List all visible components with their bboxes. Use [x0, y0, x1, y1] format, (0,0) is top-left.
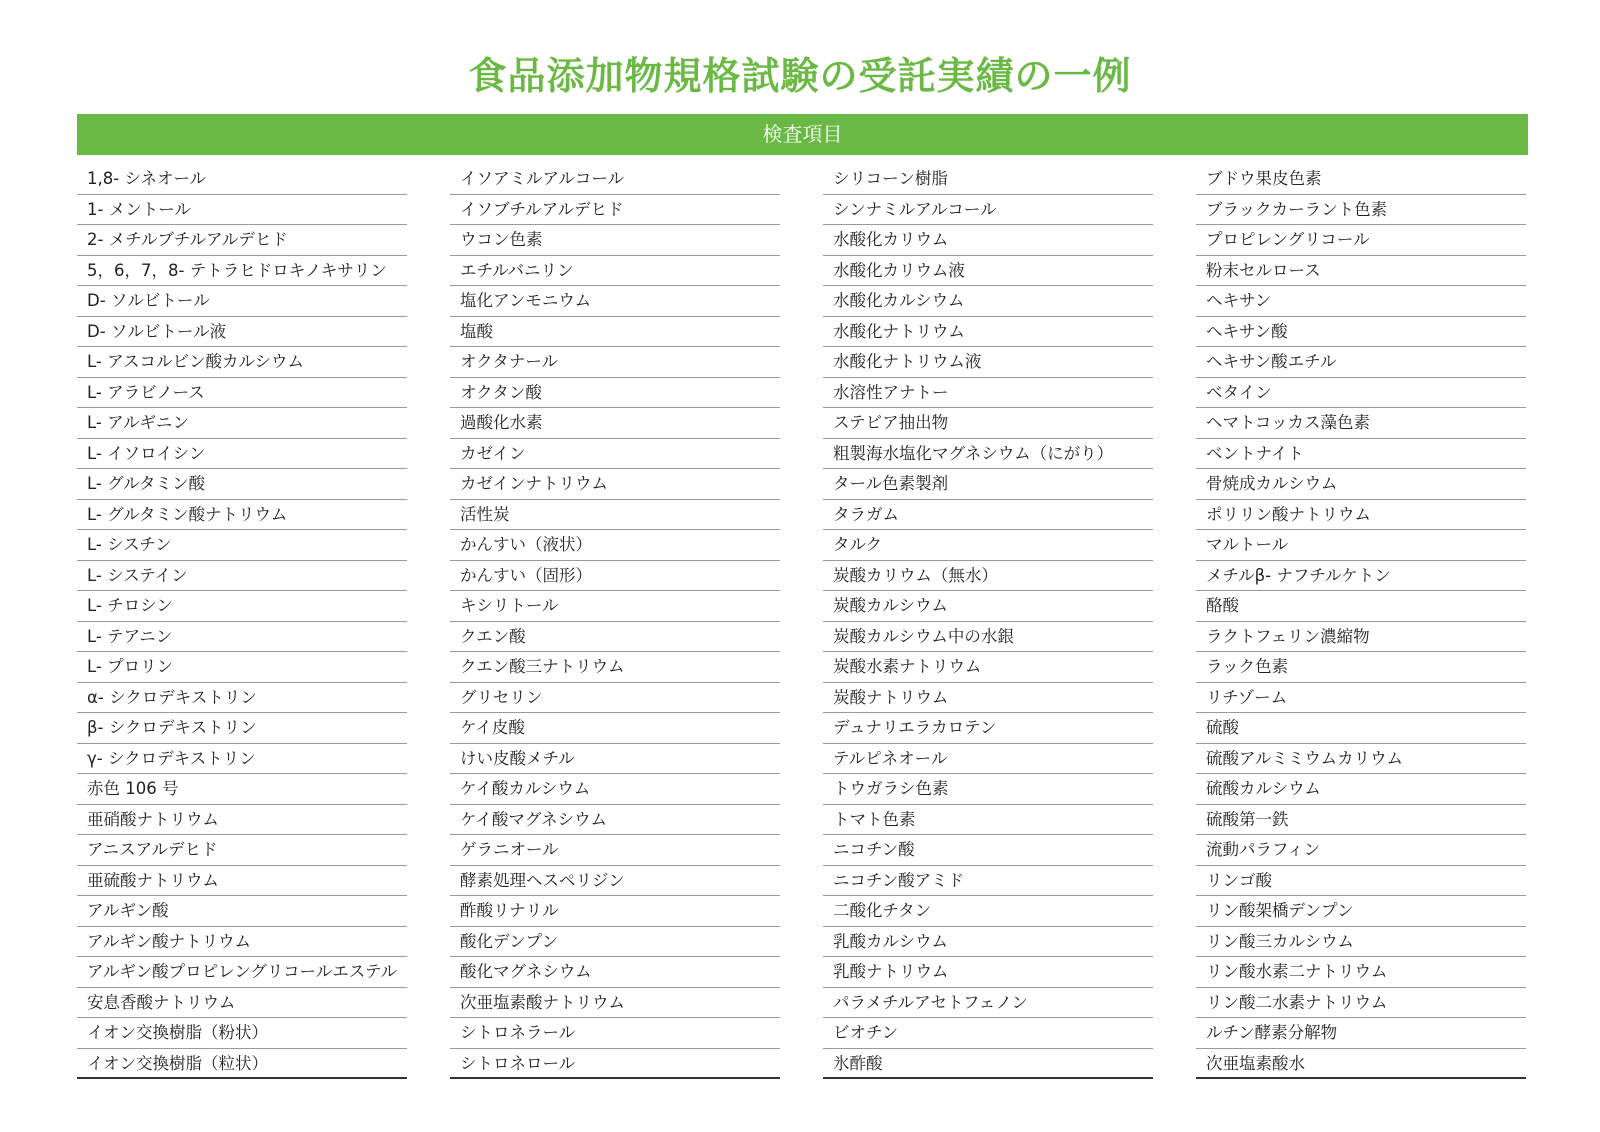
- list-item: リン酸架橋デンプン: [1196, 896, 1526, 927]
- list-item: アルギン酸ナトリウム: [77, 927, 407, 958]
- list-item: ブドウ果皮色素: [1196, 164, 1526, 195]
- list-item: かんすい（液状）: [450, 530, 780, 561]
- list-item: マルトール: [1196, 530, 1526, 561]
- list-item: ラック色素: [1196, 652, 1526, 683]
- list-item: ルチン酵素分解物: [1196, 1018, 1526, 1049]
- list-item: L- グルタミン酸ナトリウム: [77, 500, 407, 531]
- list-item: 炭酸カルシウム中の水銀: [823, 622, 1153, 653]
- list-item: リンゴ酸: [1196, 866, 1526, 897]
- list-item: イソアミルアルコール: [450, 164, 780, 195]
- list-item: 赤色 106 号: [77, 774, 407, 805]
- list-item: 酸化マグネシウム: [450, 957, 780, 988]
- list-item: 2- メチルブチルアルデヒド: [77, 225, 407, 256]
- list-item: 炭酸カリウム（無水）: [823, 561, 1153, 592]
- list-item: クエン酸三ナトリウム: [450, 652, 780, 683]
- list-item: タール色素製剤: [823, 469, 1153, 500]
- list-item: オクタン酸: [450, 378, 780, 409]
- list-item: β- シクロデキストリン: [77, 713, 407, 744]
- list-item: 氷酢酸: [823, 1049, 1153, 1080]
- list-item: γ- シクロデキストリン: [77, 744, 407, 775]
- list-item: 塩酸: [450, 317, 780, 348]
- list-item: 酵素処理ヘスペリジン: [450, 866, 780, 897]
- list-item: 硫酸第一鉄: [1196, 805, 1526, 836]
- item-column-1: [77, 164, 407, 1079]
- list-item: シンナミルアルコール: [823, 195, 1153, 226]
- list-item: テルピネオール: [823, 744, 1153, 775]
- list-item: ゲラニオール: [450, 835, 780, 866]
- list-item: かんすい（固形）: [450, 561, 780, 592]
- list-item: 粗製海水塩化マグネシウム（にがり）: [823, 439, 1153, 470]
- list-item: L- アスコルビン酸カルシウム: [77, 347, 407, 378]
- list-item: L- テアニン: [77, 622, 407, 653]
- list-item: イオン交換樹脂（粒状）: [77, 1049, 407, 1080]
- list-item: ブラックカーラント色素: [1196, 195, 1526, 226]
- list-item: メチルβ- ナフチルケトン: [1196, 561, 1526, 592]
- list-item: ヘキサン酸エチル: [1196, 347, 1526, 378]
- list-item: 炭酸水素ナトリウム: [823, 652, 1153, 683]
- list-item: 乳酸カルシウム: [823, 927, 1153, 958]
- list-item: 次亜塩素酸ナトリウム: [450, 988, 780, 1019]
- list-item: ニコチン酸: [823, 835, 1153, 866]
- list-item: 安息香酸ナトリウム: [77, 988, 407, 1019]
- list-item: 骨焼成カルシウム: [1196, 469, 1526, 500]
- list-item: アルギン酸プロピレングリコールエステル: [77, 957, 407, 988]
- list-item: タラガム: [823, 500, 1153, 531]
- list-item: 水酸化カリウム: [823, 225, 1153, 256]
- list-item: 流動パラフィン: [1196, 835, 1526, 866]
- list-item: オクタナール: [450, 347, 780, 378]
- list-item: トマト色素: [823, 805, 1153, 836]
- list-item: 水酸化ナトリウム液: [823, 347, 1153, 378]
- list-item: 過酸化水素: [450, 408, 780, 439]
- list-item: L- チロシン: [77, 591, 407, 622]
- list-item: パラメチルアセトフェノン: [823, 988, 1153, 1019]
- list-item: 1- メントール: [77, 195, 407, 226]
- list-item: リチゾーム: [1196, 683, 1526, 714]
- list-item: イオン交換樹脂（粉状）: [77, 1018, 407, 1049]
- list-item: 亜硝酸ナトリウム: [77, 805, 407, 836]
- list-item: 水溶性アナトー: [823, 378, 1153, 409]
- list-item: 炭酸ナトリウム: [823, 683, 1153, 714]
- list-item: 乳酸ナトリウム: [823, 957, 1153, 988]
- list-item: ニコチン酸アミド: [823, 866, 1153, 897]
- list-item: L- イソロイシン: [77, 439, 407, 470]
- list-item: カゼイン: [450, 439, 780, 470]
- list-item: 水酸化カルシウム: [823, 286, 1153, 317]
- table-header-bar: 検査項目: [77, 114, 1528, 155]
- list-item: タルク: [823, 530, 1153, 561]
- list-item: D- ソルビトール液: [77, 317, 407, 348]
- item-column-2: [450, 164, 780, 1079]
- list-item: 次亜塩素酸水: [1196, 1049, 1526, 1080]
- page-title: 食品添加物規格試験の受託実績の一例: [468, 54, 1132, 98]
- list-item: イソブチルアルデヒド: [450, 195, 780, 226]
- list-item: アルギン酸: [77, 896, 407, 927]
- list-item: 水酸化ナトリウム: [823, 317, 1153, 348]
- list-item: 酸化デンプン: [450, 927, 780, 958]
- list-item: L- プロリン: [77, 652, 407, 683]
- list-item: 塩化アンモニウム: [450, 286, 780, 317]
- list-item: シリコーン樹脂: [823, 164, 1153, 195]
- list-item: 硫酸アルミミウムカリウム: [1196, 744, 1526, 775]
- list-item: L- アルギニン: [77, 408, 407, 439]
- list-item: リン酸三カルシウム: [1196, 927, 1526, 958]
- item-column-3: [823, 164, 1153, 1079]
- list-item: L- グルタミン酸: [77, 469, 407, 500]
- list-item: 酪酸: [1196, 591, 1526, 622]
- list-item: 水酸化カリウム液: [823, 256, 1153, 287]
- list-item: 硫酸カルシウム: [1196, 774, 1526, 805]
- list-item: アニスアルデヒド: [77, 835, 407, 866]
- list-item: 酢酸リナリル: [450, 896, 780, 927]
- list-item: シトロネロール: [450, 1049, 780, 1080]
- list-item: エチルバニリン: [450, 256, 780, 287]
- list-item: L- シスチン: [77, 530, 407, 561]
- list-item: リン酸水素二ナトリウム: [1196, 957, 1526, 988]
- list-item: プロピレングリコール: [1196, 225, 1526, 256]
- list-item: リン酸二水素ナトリウム: [1196, 988, 1526, 1019]
- list-item: ヘマトコッカス藻色素: [1196, 408, 1526, 439]
- list-item: 活性炭: [450, 500, 780, 531]
- list-item: ヘキサン酸: [1196, 317, 1526, 348]
- list-item: トウガラシ色素: [823, 774, 1153, 805]
- list-item: 5，6，7，8- テトラヒドロキノキサリン: [77, 256, 407, 287]
- list-item: キシリトール: [450, 591, 780, 622]
- list-item: ステビア抽出物: [823, 408, 1153, 439]
- list-item: ベタイン: [1196, 378, 1526, 409]
- list-item: 亜硫酸ナトリウム: [77, 866, 407, 897]
- list-item: 1,8- シネオール: [77, 164, 407, 195]
- list-item: 二酸化チタン: [823, 896, 1153, 927]
- item-column-4: [1196, 164, 1526, 1079]
- list-item: けい皮酸メチル: [450, 744, 780, 775]
- list-item: ケイ酸カルシウム: [450, 774, 780, 805]
- list-item: ベントナイト: [1196, 439, 1526, 470]
- list-item: ケイ酸マグネシウム: [450, 805, 780, 836]
- list-item: デュナリエラカロテン: [823, 713, 1153, 744]
- list-item: ポリリン酸ナトリウム: [1196, 500, 1526, 531]
- list-item: ラクトフェリン濃縮物: [1196, 622, 1526, 653]
- list-item: α- シクロデキストリン: [77, 683, 407, 714]
- list-item: カゼインナトリウム: [450, 469, 780, 500]
- list-item: ケイ皮酸: [450, 713, 780, 744]
- list-item: シトロネラール: [450, 1018, 780, 1049]
- list-item: L- システイン: [77, 561, 407, 592]
- list-item: クエン酸: [450, 622, 780, 653]
- list-item: 粉末セルロース: [1196, 256, 1526, 287]
- list-item: グリセリン: [450, 683, 780, 714]
- list-item: ビオチン: [823, 1018, 1153, 1049]
- list-item: ヘキサン: [1196, 286, 1526, 317]
- list-item: D- ソルビトール: [77, 286, 407, 317]
- list-item: ウコン色素: [450, 225, 780, 256]
- list-item: 硫酸: [1196, 713, 1526, 744]
- list-item: 炭酸カルシウム: [823, 591, 1153, 622]
- list-item: L- アラビノース: [77, 378, 407, 409]
